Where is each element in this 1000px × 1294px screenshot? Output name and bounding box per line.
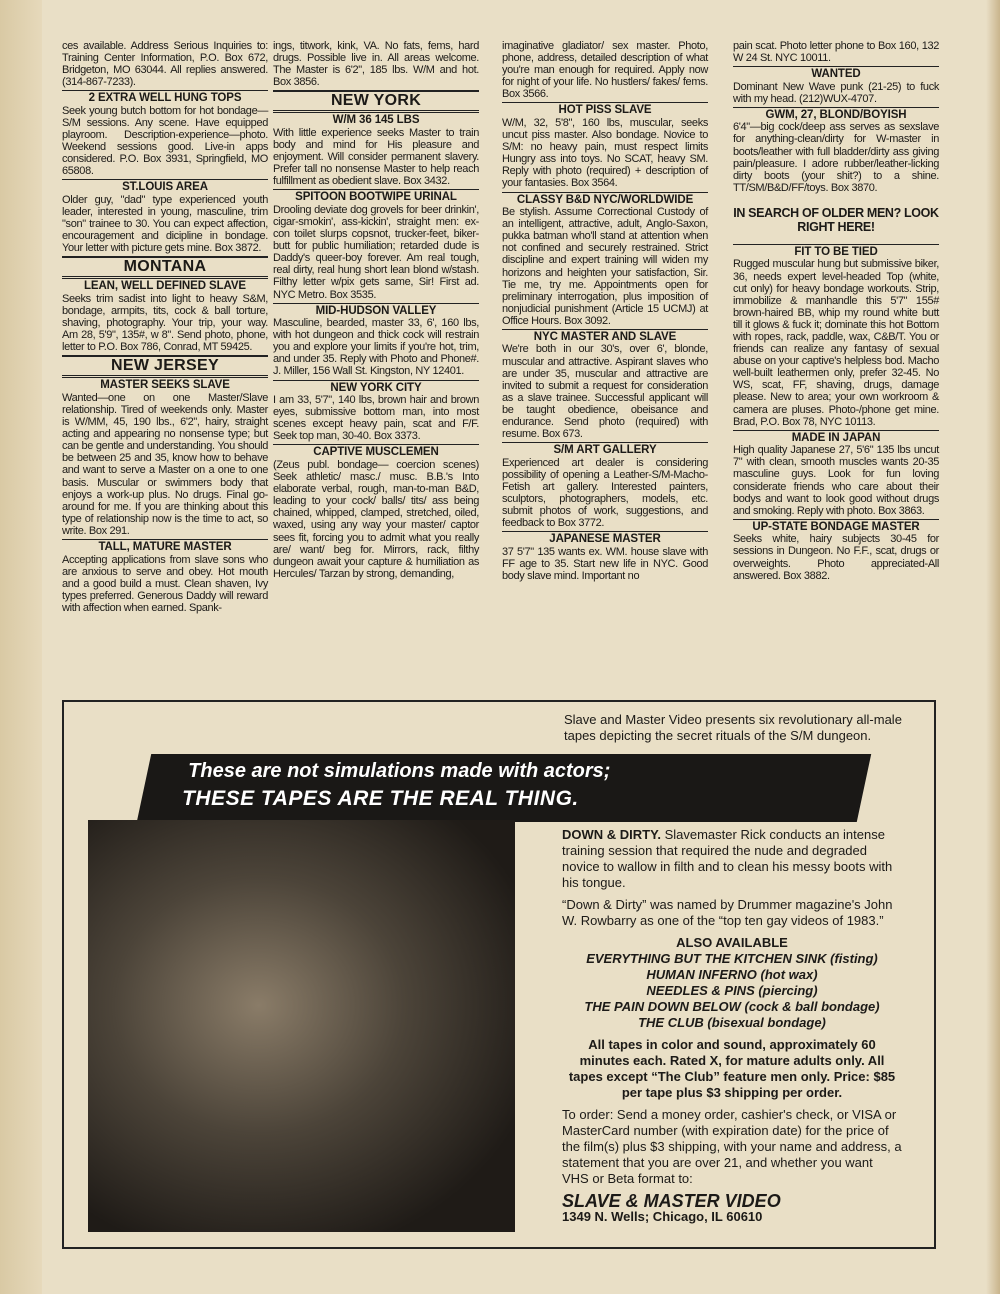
ad-title: S/M ART GALLERY [502,442,708,457]
ad-body: With little experience seeks Master to train body and mind for His pleasure and enjoyment. Will consider permanent slavery. Prefer tall no nonsense Master to help reach fulfillment as obedient slave. Box 3432. [273,126,479,188]
ad-body: Rugged muscular hung but submissive biker, 36, needs expert level-headed Top (white, cut only) for heavy bondage workouts. Strip, immobilize & manhandle this 5'7" 155# brown-haired BB, whip my round white butt till it glows & fuck it; dominate this hot Bottom with ropes, rack, paddle, wax, C&B/T. You or friends can realize any fantasy of sexual abuse on your captive's helpless bod. Macho well-built leathermen only, prefer 32-45. No WS, scat, FF, shaving, drugs, damage please. New to area; your own workroom & camera are pluses. Photo-/phone get mine. Brad, P.O. Box 78, NYC 10113. [733,258,939,428]
banner-line-1: These are not simulations made with actors; [188,760,611,782]
ad-title: MASTER SEEKS SLAVE [62,377,268,392]
ad-intro: Slave and Master Video presents six revolutionary all-male tapes depicting the secret rituals of the S/M dungeon. [564,712,902,743]
ad-body: High quality Japanese 27, 5'6" 135 lbs uncut 7" with clean, smooth muscles wants 20-35 masculine guys. Look for fun loving considerate friends who care about their bodys and want to look good without drugs and smoking. Reply with photo. Box 3863. [733,444,939,517]
ad-title: SPITOON BOOTWIPE URINAL [273,189,479,204]
title-item: HUMAN INFERNO (hot wax) [646,967,818,982]
ad-order-instructions: To order: Send a money order, cashier's check, or VISA or MasterCard number (with expiration date) for the price of the film(s) plus $3 shipping, with your name and address, a statement that you are over 21, and whether you want VHS or Beta format to: [562,1107,902,1186]
classified-ad [273,189,479,300]
ad-body: Dominant New Wave punk (21-25) to fuck with my head. (212)WUX-4707. [733,80,939,105]
also-available-list [562,951,902,1031]
ad-text [562,827,902,1225]
ad-body: ings, titwork, kink, VA. No fats, fems, hard drugs. Possible live in. All areas welcome. The Master is 6'2", 185 lbs. W/M and hot. Box 3856. [273,40,479,89]
title-item: EVERYTHING BUT THE KITCHEN SINK (fisting) [586,951,878,966]
classified-ad [502,192,708,327]
ad-title: FIT TO BE TIED [733,244,939,259]
classified-column-3 [502,40,708,584]
classified-ad [62,90,268,177]
promo-heading: IN SEARCH OF OLDER MEN? LOOK RIGHT HERE! [733,205,939,234]
classified-ad [62,377,268,537]
classified-column-2 [273,40,479,582]
ad-photo [88,820,515,1232]
ad-body: Be stylish. Assume Correctional Custody of an intelligent, attractive, adult, Anglo-Saxon, pukka batman who'll stand at attention when not confined and securely restrained. Strict discipline and expert training will widen my horizons and heighten your satisfaction, Sir. Tie me, try me. Appointments open for preliminary interrogation, plus imposition of nonjudicial punishment (Article 15 UCMJ) at Office Hours. Box 3092. [502,206,708,327]
ad-body: Seeks trim sadist into light to heavy S&M, bondage, armpits, tits, cock & ball torture, shaving, photography. Your trip, your way. Am 28, 5'9", 135#, w 8". Send photo, phone, letter to P.O. Box 786, Conrad, MT 59425. [62,292,268,354]
ad-title: 2 EXTRA WELL HUNG TOPS [62,90,268,105]
ad-title: NYC MASTER AND SLAVE [502,329,708,344]
title-item: NEEDLES & PINS (piercing) [646,983,818,998]
classified-ad [62,179,268,254]
ad-body: W/M, 32, 5'8", 160 lbs, muscular, seeks uncut piss master. Also bondage. Novice to S/M: no heavy pain, must respect limits Hungry ass into toys. No SCAT, heavy SM. Reply with photo (required) + description of your fantasies. Box 3564. [502,116,708,190]
ad-title: TALL, MATURE MASTER [62,539,268,554]
page-edge [986,0,1000,1294]
classified-ad [273,112,479,187]
classified-column-4 [733,40,939,584]
company-address: 1349 N. Wells; Chicago, IL 60610 [562,1209,763,1224]
ad-title: ST.LOUIS AREA [62,179,268,194]
ad-title: JAPANESE MASTER [502,531,708,546]
classified-ad [62,539,268,614]
ad-body: Seeks white, hairy subjects 30-45 for sessions in Dungeon. No F.F., scat, drugs or overweights. Photo appreciated-All answered. Box 3882. [733,533,939,582]
ad-banner [137,754,871,822]
ad-terms: All tapes in color and sound, approximately 60 minutes each. Rated X, for mature adults only. All tapes except “The Club” feature men only. Price: $85 per tape plus $3 shipping per order. [568,1037,896,1100]
ad-body: 37 5'7" 135 wants ex. WM. house slave with FF age to 35. Start new life in NYC. Good body slave mind. Important no [502,545,708,582]
classified-ad [502,329,708,440]
ad-body: pain scat. Photo letter phone to Box 160, 132 W 24 St. NYC 10011. [733,40,939,65]
ad-title: UP-STATE BONDAGE MASTER [733,519,939,534]
classified-ad [273,40,479,88]
also-available-heading: ALSO AVAILABLE [676,935,788,950]
title-item: THE CLUB (bisexual bondage) [638,1015,826,1030]
ad-title: CAPTIVE MUSCLEMEN [273,444,479,459]
ad-body: Masculine, bearded, master 33, 6', 160 lbs, with hot dungeon and thick cock will restrain you and explore your limits if you're hot, trim, and under 35. Reply with Photo and Phone#. J. Miller, 156 Wall St. Kingston, NY 12401. [273,317,479,378]
ad-body: ces available. Address Serious Inquiries to: Training Center Information, P.O. Box 672, Bridgeton, MO 63044. All replies answered. (314-867-7233). [62,40,268,89]
classified-ad [733,244,939,428]
title-item: THE PAIN DOWN BELOW (cock & ball bondage) [584,999,880,1014]
classified-ad [273,303,479,378]
classified-ad [733,107,939,194]
ad-body: Wanted—one on one Master/Slave relationship. Tired of weekends only. Master is W/MM, 45, 190 lbs., 6'2", hairy, straight acting and appearing no nonsense type; but can be gentle and understanding. You should be between 25 and 35, know how to behave and want to serve a Master on a one to one basis. Muscular or swimmers body that enjoys a work-up plus. No drugs. Final go-around for me. If you are thinking about this type of relationship now is the time to act, so write. Box 291. [62,391,268,537]
classified-ad [733,40,939,64]
ad-title: NEW YORK CITY [273,380,479,395]
classified-ad [733,430,939,517]
classified-ad [502,531,708,582]
ad-body: Older guy, "dad" type experienced youth leader, interested in young, masculine, trim "son" trainee to 30. You can expect affection, encouragement and dicipline in bondage. Your letter with picture gets mine. Box 3872. [62,193,268,255]
classified-ad [62,278,268,353]
classified-ad [502,442,708,529]
company-name: SLAVE & MASTER VIDEO [562,1191,781,1211]
ad-title: LEAN, WELL DEFINED SLAVE [62,278,268,293]
ad-body: Experienced art dealer is considering possibility of opening a Leather-S/M-Macho-Fetish art gallery. Interested painters, sculptors, photographers, models, etc. submit photos of work, suggestions, and feedback to Box 3772. [502,456,708,530]
feature-title: DOWN & DIRTY. [562,827,661,842]
video-advertisement [62,700,936,1249]
ad-title: W/M 36 145 LBS [273,112,479,127]
ad-title: MADE IN JAPAN [733,430,939,445]
classified-ad [502,40,708,100]
ad-title: HOT PISS SLAVE [502,102,708,117]
section-header: MONTANA [62,256,268,277]
ad-body: Drooling deviate dog grovels for beer drinkin', cigar-smokin', ass-kickin', straight men: ex-con toilet slurps copsnot, trucker-feet, biker-butt for public humiliation; retarded dude is Daddy's queer-boy forever. Am real tough, real dirty, real hung short lean blond w/stash. Filthy letter w/pix gets same, Sir! First ad. NYC Metro. Box 3535. [273,203,479,301]
ad-body: imaginative gladiator/ sex master. Photo, phone, address, detailed description of what you're man enough for required. Apply now for night of your life. No hustlers/ fakes/ fems. Box 3566. [502,40,708,101]
ad-body: 6'4"—big cock/deep ass serves as sexslave for anything-clean/dirty for W-master in boots/leather with full bladder/dirty ass giving pain/pleasure. I adore rubber/leather-licking dirty boots (your shit?) to a shine. TT/SM/B&D/FF/toys. Box 3870. [733,121,939,194]
classified-column-1 [62,40,268,616]
classified-ad [273,380,479,443]
ad-body: (Zeus publ. bondage— coercion scenes) Seek athletic/ masc./ musc. B.B.'s Into elaborate verbal, rough, man-to-man B&D, leading to your cock/ balls/ tits/ ass being chained, whipped, clamped, stretched, oiled, waxed, using any way your master/ captor sees fit, forcing you to admit what you really are/ want/ beg for. Mirrors, rack, filthy dungeon await your capture & humiliation as Hercules/ Tarzan by strong, demanding, [273,458,479,580]
classified-ad [62,40,268,88]
ad-title: WANTED [733,66,939,81]
classified-ad [733,519,939,582]
classified-ad [502,102,708,189]
ad-title: CLASSY B&D NYC/WORLDWIDE [502,192,708,207]
banner-line-2: THESE TAPES ARE THE REAL THING. [182,787,579,810]
ad-body: Accepting applications from slave sons who are anxious to serve and obey. Hot mouth and a good build a must. Clean shaven, Ivy types preferred. Generous Daddy will reward with affection when earned. Spank- [62,553,268,614]
feature-body: Slavemaster Rick conducts an intense training session that required the nude and degraded novice to wallow in filth and to clean his messy boots with his tongue. [562,827,893,890]
ad-body: We're both in our 30's, over 6', blonde, muscular and attractive. Aspirant slaves who are under 35, muscular and attractive are invited to submit a request for consideration as a slave trainee. Successful applicant will be taught obedience, obeisance and endurance. Send photo (required) with resume. Box 673. [502,343,708,441]
ad-body: I am 33, 5'7", 140 lbs, brown hair and brown eyes, submissive bottom man, into most scenes except heavy pain, scat and F/F. Seek top man, 30-40. Box 3373. [273,394,479,443]
classified-ad [273,444,479,579]
ad-title: MID-HUDSON VALLEY [273,303,479,318]
ad-body: Seek young butch bottom for hot bondage—S/M sessions. Any scene. Have equipped playroom. Description-experience—photo. Weekend sessions good. Live-in apps considered. P.O. Box 3931, Springfield, MO 65808. [62,104,268,178]
page-gutter [0,0,42,1294]
ad-quote: “Down & Dirty” was named by Drummer magazine's John W. Rowbarry as one of the “top ten gay videos of 1983.” [562,897,893,928]
section-header: NEW YORK [273,90,479,111]
classified-ad [733,66,939,105]
section-header: NEW JERSEY [62,355,268,376]
ad-title: GWM, 27, BLOND/BOYISH [733,107,939,122]
